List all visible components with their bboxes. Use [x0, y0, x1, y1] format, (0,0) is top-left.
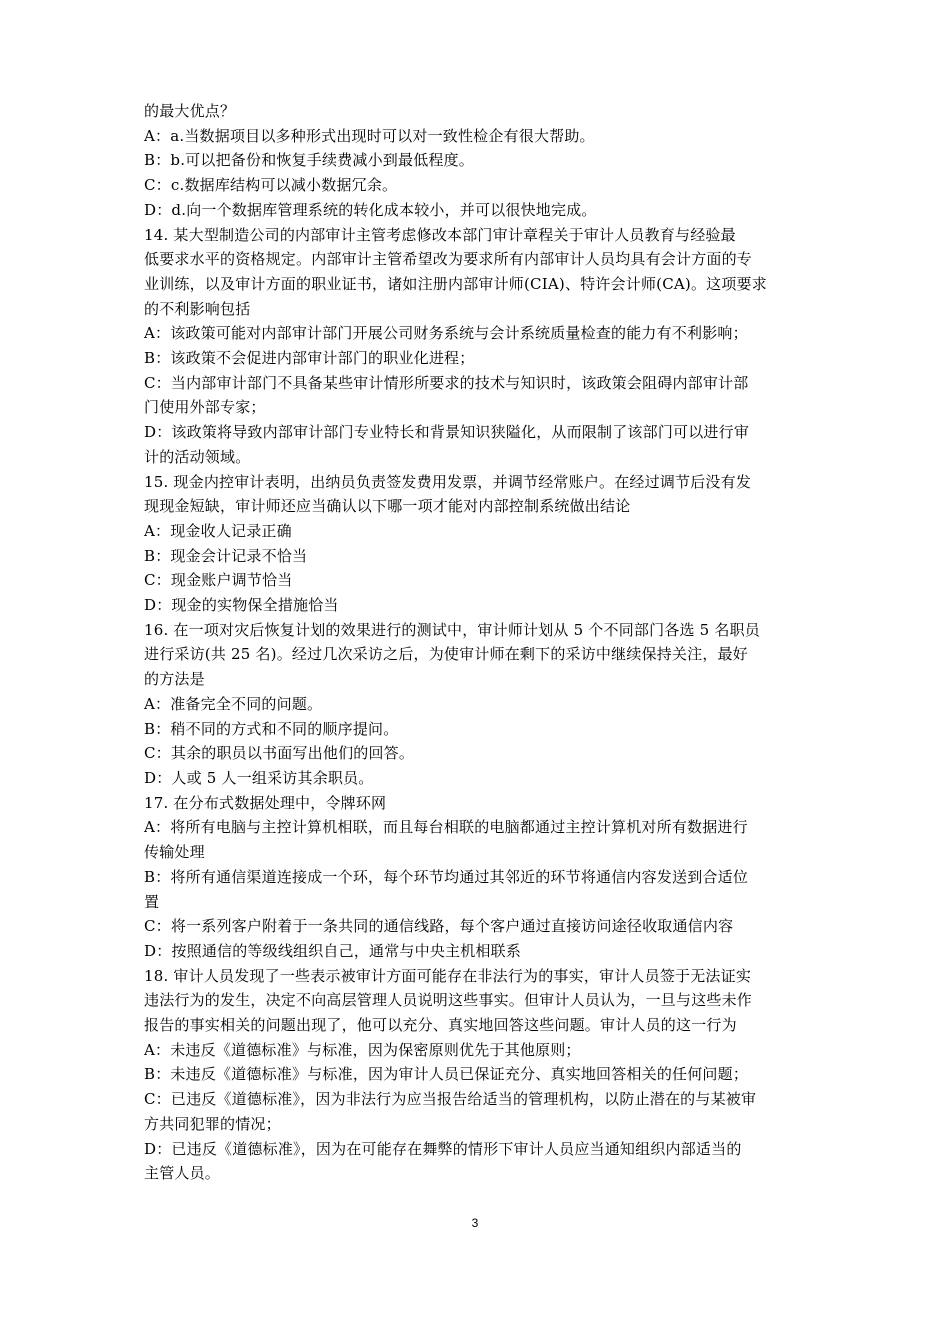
answer-option — [144, 1038, 814, 1063]
text-line: 方共同犯罪的情况； — [144, 1114, 281, 1133]
answer-option — [144, 939, 814, 964]
text-line: 业训练，以及审计方面的职业证书，诸如注册内部审计师(CIA)、特许会计师(CA)。这项要求 — [144, 274, 767, 293]
answer-option — [144, 1062, 814, 1087]
text-line: 的方法是 — [144, 670, 205, 689]
text-line: B：稍不同的方式和不同的顺序提问。 — [144, 719, 399, 738]
text-line: B：b.可以把备份和恢复手续费减小到最低程度。 — [144, 151, 474, 170]
text-line: D：该政策将导致内部审计部门专业特长和背景知识狭隘化，从而限制了该部门可以进行审 — [144, 423, 750, 442]
answer-option — [144, 1087, 814, 1136]
text-line: 的最大优点？ — [144, 102, 236, 120]
text-line: D：现金的实物保全措施恰当 — [144, 596, 339, 615]
text-line: A：未违反《道德标准》与标准，因为保密原则优先于其他原则； — [144, 1040, 581, 1059]
answer-option — [144, 914, 814, 939]
text-line: 置 — [144, 892, 160, 911]
text-line: D：人或 5 人一组采访其余职员。 — [144, 768, 374, 787]
text-line: A：该政策可能对内部审计部门开展公司财务系统与会计系统质量检查的能力有不利影响； — [144, 324, 748, 343]
text-line: 现现金短缺，审计师还应当确认以下哪一项才能对内部控制系统做出结论 — [144, 497, 631, 516]
answer-option — [144, 766, 814, 791]
text-line: C：c.数据库结构可以减小数据冗余。 — [144, 176, 398, 195]
answer-option — [144, 173, 814, 198]
text-line: D：已违反《道德标准》，因为在可能存在舞弊的情形下审计人员应当通知组织内部适当的 — [144, 1139, 742, 1158]
text-line: 进行采访(共 25 名)。经过几次采访之后，为使审计师在剩下的采访中继续保持关注，最好 — [144, 645, 748, 664]
text-line: A：现金收人记录正确 — [144, 521, 292, 540]
text-line: B：该政策不会促进内部审计部门的职业化进程； — [144, 349, 475, 368]
page-number: 3 — [471, 1216, 479, 1230]
answer-option — [144, 321, 814, 346]
text-line: 15. 现金内控审计表明，出纳员负责签发费用发票，并调节经常账户。在经过调节后没有发 — [144, 472, 752, 491]
document-body — [144, 99, 814, 1186]
text-line: A：准备完全不同的问题。 — [144, 694, 323, 713]
text-line: 16. 在一项对灾后恢复计划的效果进行的测试中，审计师计划从 5 个不同部门各选 5 名职员 — [144, 620, 760, 639]
text-line: 的不利影响包括 — [144, 299, 251, 318]
answer-option — [144, 741, 814, 766]
text-line: C：现金账户调节恰当 — [144, 571, 293, 590]
question-stem — [144, 470, 814, 519]
text-line: 报告的事实相关的问题出现了，他可以充分、真实地回答这些问题。审计人员的这一行为 — [144, 1016, 737, 1035]
answer-option — [144, 371, 814, 420]
answer-option — [144, 519, 814, 544]
text-line: A：将所有电脑与主控计算机相联，而且每台相联的电脑都通过主控计算机对所有数据进行 — [144, 818, 748, 837]
answer-option — [144, 148, 814, 173]
answer-option — [144, 692, 814, 717]
answer-option — [144, 1137, 814, 1186]
text-line: 14. 某大型制造公司的内部审计主管考虑修改本部门审计章程关于审计人员教育与经验最 — [144, 225, 736, 244]
question-stem — [144, 791, 814, 816]
text-line: C：已违反《道德标准》，因为非法行为应当报告给适当的管理机构，以防止潜在的与某被审 — [144, 1090, 757, 1109]
answer-option — [144, 593, 814, 618]
text-line: 主管人员。 — [144, 1164, 221, 1183]
question-stem — [144, 964, 814, 1038]
text-line: B：现金会计记录不恰当 — [144, 546, 308, 565]
answer-option — [144, 346, 814, 371]
text-line: B：未违反《道德标准》与标准，因为审计人员已保证充分、真实地回答相关的任何问题； — [144, 1065, 749, 1084]
text-line: 传输处理 — [144, 843, 205, 862]
text-line: A：a.当数据项目以多种形式出现时可以对一致性检企有很大帮助。 — [144, 126, 595, 145]
text-line: 18. 审计人员发现了一些表示被审计方面可能存在非法行为的事实，审计人员签于无法证实 — [144, 966, 752, 985]
text-line: 17. 在分布式数据处理中，令牌环网 — [144, 793, 387, 812]
text-line: 违法行为的发生，决定不向高层管理人员说明这些事实。但审计人员认为，一旦与这些未作 — [144, 991, 753, 1010]
answer-option — [144, 568, 814, 593]
text-line: 计的活动领域。 — [144, 447, 251, 466]
text-line: C：其余的职员以书面写出他们的回答。 — [144, 744, 415, 763]
question-stem — [144, 223, 814, 322]
text-line: C：将一系列客户附着于一条共同的通信线路，每个客户通过直接访问途径收取通信内容 — [144, 917, 734, 936]
text-line: 门使用外部专家； — [144, 398, 266, 417]
text-line: B：将所有通信渠道连接成一个环，每个环节均通过其邻近的环节将通信内容发送到合适位 — [144, 867, 749, 886]
answer-option — [144, 815, 814, 864]
question-continuation — [144, 99, 814, 124]
answer-option — [144, 198, 814, 223]
question-stem — [144, 618, 814, 692]
answer-option — [144, 865, 814, 914]
answer-option — [144, 717, 814, 742]
text-line: D：按照通信的等级线组织自己，通常与中央主机相联系 — [144, 941, 522, 960]
answer-option — [144, 544, 814, 569]
text-line: 低要求水平的资格规定。内部审计主管希望改为要求所有内部审计人员均具有会计方面的专 — [144, 250, 753, 269]
answer-option — [144, 420, 814, 469]
text-line: C：当内部审计部门不具备某些审计情形所要求的技术与知识时，该政策会阻碍内部审计部 — [144, 373, 749, 392]
answer-option — [144, 124, 814, 149]
text-line: D：d.向一个数据库管理系统的转化成本较小，并可以很快地完成。 — [144, 200, 597, 219]
